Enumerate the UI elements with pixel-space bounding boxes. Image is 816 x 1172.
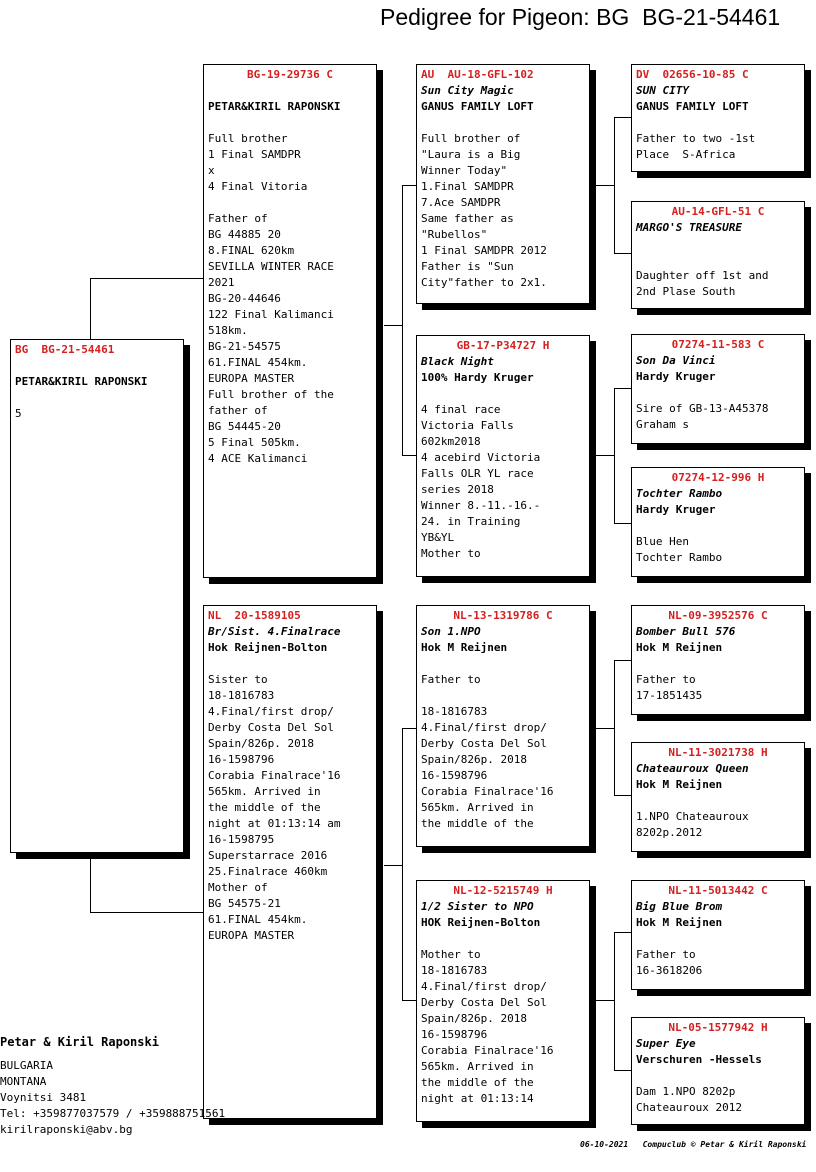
pigeon-name: Chateauroux Queen — [636, 762, 749, 775]
connector-line — [614, 795, 632, 796]
breeder-address: Voynitsi 3481 — [0, 1091, 87, 1104]
pedigree-note-line: 18-1816783 — [208, 689, 275, 702]
pedigree-note-line: Full brother of the — [208, 388, 334, 401]
pedigree-note-line: Father to — [636, 673, 696, 686]
owner-name: GANUS FAMILY LOFT — [421, 100, 534, 113]
pedigree-note-line: Corabia Finalrace'16 — [421, 1044, 554, 1057]
ring-number: BG BG-21-54461 — [15, 343, 115, 356]
pedigree-note-line: BG 54575-21 — [208, 897, 281, 910]
connector-line — [402, 455, 417, 456]
pedigree-note-line: 602km2018 — [421, 435, 481, 448]
pedigree-note-line: night at 01:13:14 — [421, 1092, 534, 1105]
pedigree-note-line: 565km. Arrived in — [421, 801, 534, 814]
ring-number: 07274-11-583 C — [671, 338, 765, 351]
pedigree-note-line: Graham s — [636, 418, 689, 431]
owner-name: PETAR&KIRIL RAPONSKI — [208, 100, 341, 113]
owner-name: Hok M Reijnen — [636, 641, 723, 654]
breeder-info — [0, 1034, 225, 1138]
pedigree-note-line: 4 ACE Kalimanci — [208, 452, 308, 465]
pedigree-note-line: series 2018 — [421, 483, 494, 496]
owner-name — [636, 236, 804, 252]
pedigree-note-line: "Rubellos" — [421, 228, 488, 241]
ring-number: DV 02656-10-85 C — [636, 68, 749, 81]
pedigree-note-line: City"father to 2x1. — [421, 276, 547, 289]
owner-name: Hardy Kruger — [636, 503, 716, 516]
ring-number: 07274-12-996 H — [671, 471, 765, 484]
sire-dam-sire-card[interactable] — [631, 334, 805, 444]
ring-number: BG-19-29736 C — [246, 68, 334, 81]
pedigree-note-line: EUROPA MASTER — [208, 929, 295, 942]
pedigree-note-line: Same father as — [421, 212, 514, 225]
pedigree-note-line: 16-1598796 — [421, 1028, 488, 1041]
pedigree-note-line: 17-1851435 — [636, 689, 703, 702]
pedigree-note-line: Corabia Finalrace'16 — [208, 769, 341, 782]
breeder-name: Petar & Kiril Raponski — [0, 1035, 159, 1049]
pedigree-note-line: BG 54445-20 — [208, 420, 281, 433]
page-title: Pedigree for Pigeon: BG BG-21-54461 — [380, 4, 781, 30]
sire-sire-card[interactable] — [416, 64, 590, 304]
connector-line — [402, 728, 417, 729]
pedigree-note-line: Spain/826p. 2018 — [421, 753, 527, 766]
owner-name: PETAR&KIRIL RAPONSKI — [15, 375, 148, 388]
connector-line — [614, 253, 632, 254]
pedigree-note-line: the middle of the — [421, 817, 534, 830]
ring-number: AU-14-GFL-51 C — [671, 205, 765, 218]
pedigree-note-line: Spain/826p. 2018 — [208, 737, 314, 750]
connector-line — [614, 117, 632, 118]
pedigree-note-line: 565km. Arrived in — [208, 785, 321, 798]
dam-dam-dam-card[interactable] — [631, 1017, 805, 1125]
pedigree-note-line: 16-3618206 — [636, 964, 703, 977]
connector-line — [596, 185, 614, 186]
ring-number: NL-05-1577942 H — [668, 1021, 768, 1034]
pigeon-name: MARGO'S TREASURE — [636, 221, 742, 234]
pedigree-note-line: 4.Final/first drop/ — [421, 980, 547, 993]
pedigree-note-line: BG 44885 20 — [208, 228, 281, 241]
connector-line — [596, 1000, 614, 1001]
sire-sire-sire-card[interactable] — [631, 64, 805, 172]
pedigree-note-line: Place S-Africa — [636, 148, 736, 161]
ring-number: GB-17-P34727 H — [456, 339, 550, 352]
pigeon-name: Sun City Magic — [421, 84, 514, 97]
pedigree-note-line: Derby Costa Del Sol — [421, 996, 547, 1009]
owner-name: Hok Reijnen-Bolton — [208, 641, 328, 654]
owner-name: Hok M Reijnen — [421, 641, 508, 654]
pedigree-note-line: Father to — [421, 673, 481, 686]
pigeon-name: Big Blue Brom — [636, 900, 723, 913]
pedigree-note-line: 4 Final Vitoria — [208, 180, 308, 193]
pedigree-note-line: father of — [208, 404, 268, 417]
pigeon-name: Son 1.NPO — [421, 625, 481, 638]
pedigree-note-line: night at 01:13:14 am — [208, 817, 341, 830]
pedigree-note-line: Father is "Sun — [421, 260, 514, 273]
pedigree-note-line: 518km. — [208, 324, 248, 337]
pedigree-note-line: EUROPA MASTER — [208, 372, 295, 385]
pedigree-note-line: Father of — [208, 212, 268, 225]
pedigree-note-line: Full brother — [208, 132, 288, 145]
connector-line — [614, 932, 615, 1070]
dam-sire-card[interactable] — [416, 605, 590, 847]
connector-line — [90, 278, 204, 279]
sire-card[interactable] — [203, 64, 377, 578]
pedigree-note-line: SEVILLA WINTER RACE — [208, 260, 334, 273]
connector-line — [402, 185, 417, 186]
pedigree-note-line: 1.NPO Chateauroux — [636, 810, 749, 823]
pedigree-note-line: 4 acebird Victoria — [421, 451, 541, 464]
pedigree-note-line: 4 final race — [421, 403, 501, 416]
pedigree-note-line: 565km. Arrived in — [421, 1060, 534, 1073]
pedigree-note-line: Falls OLR YL race — [421, 467, 534, 480]
pigeon-name: 1/2 Sister to NPO — [421, 900, 534, 913]
pedigree-note-line: Chateauroux 2012 — [636, 1101, 742, 1114]
pedigree-note-line: Blue Hen — [636, 535, 689, 548]
pedigree-note-line: Winner Today" — [421, 164, 508, 177]
pedigree-note-line: 1 Final SAMDPR 2012 — [421, 244, 547, 257]
breeder-phone: Tel: +359877037579 / +359888751561 — [0, 1107, 226, 1120]
owner-name: Verschuren -Hessels — [636, 1053, 762, 1066]
pedigree-note-line: Daughter off 1st and — [636, 269, 769, 282]
connector-line — [402, 728, 403, 1000]
pedigree-note-line — [421, 688, 589, 704]
connector-line — [614, 660, 615, 795]
pigeon-name: Br/Sist. 4.Finalrace — [208, 625, 341, 638]
pedigree-note-line: BG-21-54575 — [208, 340, 281, 353]
connector-line — [402, 1000, 417, 1001]
pedigree-note-line: Mother of — [208, 881, 268, 894]
pedigree-note-line — [208, 195, 376, 211]
pedigree-note-line: "Laura is a Big — [421, 148, 521, 161]
pigeon-name: Tochter Rambo — [636, 487, 723, 500]
pedigree-note-line: BG-20-44646 — [208, 292, 281, 305]
dam-dam-sire-card[interactable] — [631, 880, 805, 990]
connector-line — [384, 325, 402, 326]
pedigree-note-line: Superstarrace 2016 — [208, 849, 328, 862]
pedigree-note-line: 4.Final/first drop/ — [421, 721, 547, 734]
owner-name: Hok M Reijnen — [636, 916, 723, 929]
pedigree-note-line: Full brother of — [421, 132, 521, 145]
connector-line — [402, 185, 403, 455]
pedigree-note-line: 8.FINAL 620km — [208, 244, 295, 257]
connector-line — [614, 117, 615, 253]
pedigree-note-line: 16-1598795 — [208, 833, 275, 846]
connector-line — [614, 523, 632, 524]
pigeon-name: Bomber Bull 576 — [636, 625, 736, 638]
footer-credit: 06-10-2021 Compuclub © Petar & Kiril Raponski — [580, 1140, 807, 1149]
pedigree-note-line: 8202p.2012 — [636, 826, 703, 839]
pedigree-note-line: 2nd Plase South — [636, 285, 736, 298]
connector-line — [614, 1070, 632, 1071]
ring-number: NL-13-1319786 C — [453, 609, 553, 622]
pedigree-note-line: Derby Costa Del Sol — [208, 721, 334, 734]
subject-pigeon-card[interactable] — [10, 339, 184, 853]
pedigree-note-line: Corabia Finalrace'16 — [421, 785, 554, 798]
owner-name: GANUS FAMILY LOFT — [636, 100, 749, 113]
sire-dam-dam-card[interactable] — [631, 467, 805, 577]
pedigree-note-line: 1.Final SAMDPR — [421, 180, 514, 193]
connector-line — [90, 912, 204, 913]
pigeon-name: Son Da Vinci — [636, 354, 716, 367]
pedigree-note-line: 2021 — [208, 276, 235, 289]
pedigree-note-line: Father to two -1st — [636, 132, 756, 145]
connector-line — [596, 455, 614, 456]
pedigree-note-line: 16-1598796 — [421, 769, 488, 782]
pedigree-note-line: Victoria Falls — [421, 419, 514, 432]
pedigree-note-line: Spain/826p. 2018 — [421, 1012, 527, 1025]
ring-number: NL-09-3952576 C — [668, 609, 768, 622]
ring-number: NL 20-1589105 — [208, 609, 301, 622]
pedigree-note-line: 61.FINAL 454km. — [208, 356, 308, 369]
pedigree-note-line: 18-1816783 — [421, 964, 488, 977]
pedigree-note-line: 18-1816783 — [421, 705, 488, 718]
pedigree-note-line: 4.Final/first drop/ — [208, 705, 334, 718]
owner-name: Hardy Kruger — [636, 370, 716, 383]
pedigree-note-line: 24. in Training — [421, 515, 521, 528]
pigeon-name: Super Eye — [636, 1037, 696, 1050]
connector-line — [614, 660, 632, 661]
pedigree-note-line: Winner 8.-11.-16.- — [421, 499, 541, 512]
connector-line — [596, 728, 614, 729]
owner-name: Hok M Reijnen — [636, 778, 723, 791]
breeder-email: kirilraponski@abv.bg — [0, 1123, 133, 1136]
pedigree-note-line: Dam 1.NPO 8202p — [636, 1085, 736, 1098]
pedigree-note-line: Sire of GB-13-A45378 — [636, 402, 769, 415]
dam-sire-dam-card[interactable] — [631, 742, 805, 852]
pedigree-note-line: 1 Final SAMDPR — [208, 148, 301, 161]
pedigree-note-line: Sister to — [208, 673, 268, 686]
owner-name: HOK Reijnen-Bolton — [421, 916, 541, 929]
pedigree-note-line: 7.Ace SAMDPR — [421, 196, 501, 209]
ring-number: NL-11-3021738 H — [668, 746, 768, 759]
pedigree-note-line: Father to — [636, 948, 696, 961]
pigeon-name: SUN CITY — [636, 84, 689, 97]
breeder-country: BULGARIA — [0, 1059, 53, 1072]
pigeon-name: Black Night — [421, 355, 494, 368]
pedigree-note-line: 5 Final 505km. — [208, 436, 301, 449]
connector-line — [384, 865, 402, 866]
ring-number: NL-12-5215749 H — [453, 884, 553, 897]
pedigree-note-line: 122 Final Kalimanci — [208, 308, 334, 321]
pedigree-note-line: Mother to — [421, 948, 481, 961]
owner-name: 100% Hardy Kruger — [421, 371, 534, 384]
connector-line — [614, 932, 632, 933]
pedigree-note-line: x — [208, 164, 215, 177]
ring-number: NL-11-5013442 C — [668, 884, 768, 897]
connector-line — [90, 278, 91, 340]
pedigree-note-line: Mother to — [421, 547, 481, 560]
connector-line — [614, 388, 632, 389]
dam-dam-card[interactable] — [416, 880, 590, 1122]
pedigree-note-line: 16-1598796 — [208, 753, 275, 766]
ring-number: AU AU-18-GFL-102 — [421, 68, 534, 81]
dam-sire-sire-card[interactable] — [631, 605, 805, 715]
breeder-region: MONTANA — [0, 1075, 47, 1088]
pedigree-note-line: Derby Costa Del Sol — [421, 737, 547, 750]
dam-card[interactable] — [203, 605, 377, 1119]
pedigree-note-line: 61.FINAL 454km. — [208, 913, 308, 926]
connector-line — [614, 388, 615, 523]
pedigree-note-line: Tochter Rambo — [636, 551, 723, 564]
sire-dam-card[interactable] — [416, 335, 590, 577]
pedigree-note-line: 25.Finalrace 460km — [208, 865, 328, 878]
pedigree-note-line: 5 — [15, 407, 22, 420]
sire-sire-dam-card[interactable] — [631, 201, 805, 309]
pedigree-note-line: the middle of the — [421, 1076, 534, 1089]
pedigree-note-line: the middle of the — [208, 801, 321, 814]
connector-line — [90, 852, 91, 912]
pedigree-note-line: YB&YL — [421, 531, 455, 544]
